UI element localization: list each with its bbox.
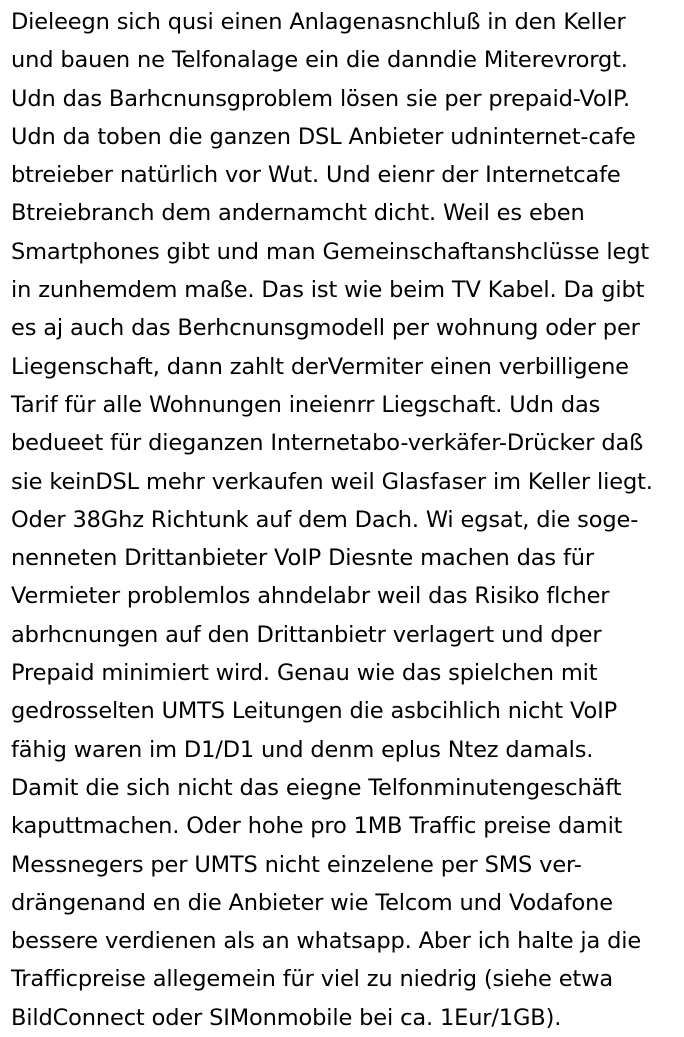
text-line: Prepaid minimiert wird. Genau wie das spielchen mit	[11, 660, 598, 687]
text-line: sie keinDSL mehr verkaufen weil Glasfaser im Keller liegt.	[11, 468, 653, 495]
text-line: in zunhemdem maße. Das ist wie beim TV Kabel. Da gibt	[11, 277, 645, 304]
text-line: drängenand en die Anbieter wie Telcom und Vodafone	[11, 889, 613, 916]
text-line: Udn das Barhcnunsgproblem lösen sie per prepaid-VoIP.	[11, 85, 630, 112]
text-line: gedrosselten UMTS Leitungen die asbcihlich nicht VoIP	[11, 698, 617, 725]
text-line: es aj auch das Berhcnunsgmodell per wohnung oder per	[11, 315, 640, 342]
text-line: abrhcnungen auf den Drittanbietr verlagert und dper	[11, 621, 602, 648]
text-line: und bauen ne Telfonalage ein die danndie Miterevrorgt.	[11, 47, 628, 74]
text-line: Btreiebranch dem andernamcht dicht. Weil es eben	[11, 200, 585, 227]
text-line: Dieleegn sich qusi einen Anlagenasnchluß in den Keller	[11, 9, 626, 35]
text-line: kaputtmachen. Oder hohe pro 1MB Traffic preise damit	[11, 813, 623, 840]
text-line: Damit die sich nicht das eiegne Telfonminutengeschäft	[11, 774, 622, 801]
text-line: Liegenschaft, dann zahlt derVermiter einen verbilligene	[11, 353, 629, 380]
text-line: fähig waren im D1/D1 und denm eplus Ntez damals.	[11, 736, 594, 763]
text-line: Messnegers per UMTS nicht einzelene per SMS ver-	[11, 851, 582, 878]
text-line: Vermieter problemlos ahndelabr weil das Risiko flcher	[11, 583, 610, 610]
body-text	[11, 3, 681, 1037]
text-line: Oder 38Ghz Richtunk auf dem Dach. Wi egsat, die soge-	[11, 506, 639, 533]
text-line: btreieber natürlich vor Wut. Und eienr der Internetcafe	[11, 162, 621, 189]
text-line: Tarif für alle Wohnungen ineienrr Liegschaft. Udn das	[11, 391, 601, 418]
text-line: BildConnect oder SIMonmobile bei ca. 1Eur/1GB).	[11, 1004, 562, 1031]
text-line: Trafficpreise allegemein für viel zu niedrig (siehe etwa	[11, 966, 613, 993]
text-line: Udn da toben die ganzen DSL Anbieter udninternet-cafe	[11, 123, 636, 150]
text-line: bedueet für dieganzen Internetabo-verkäfer-Drücker daß	[11, 430, 644, 457]
text-line: Smartphones gibt und man Gemeinschaftanshclüsse legt	[11, 238, 649, 265]
text-line: nenneten Drittanbieter VoIP Diesnte machen das für	[11, 545, 594, 572]
text-line: bessere verdienen als an whatsapp. Aber ich halte ja die	[11, 928, 642, 955]
